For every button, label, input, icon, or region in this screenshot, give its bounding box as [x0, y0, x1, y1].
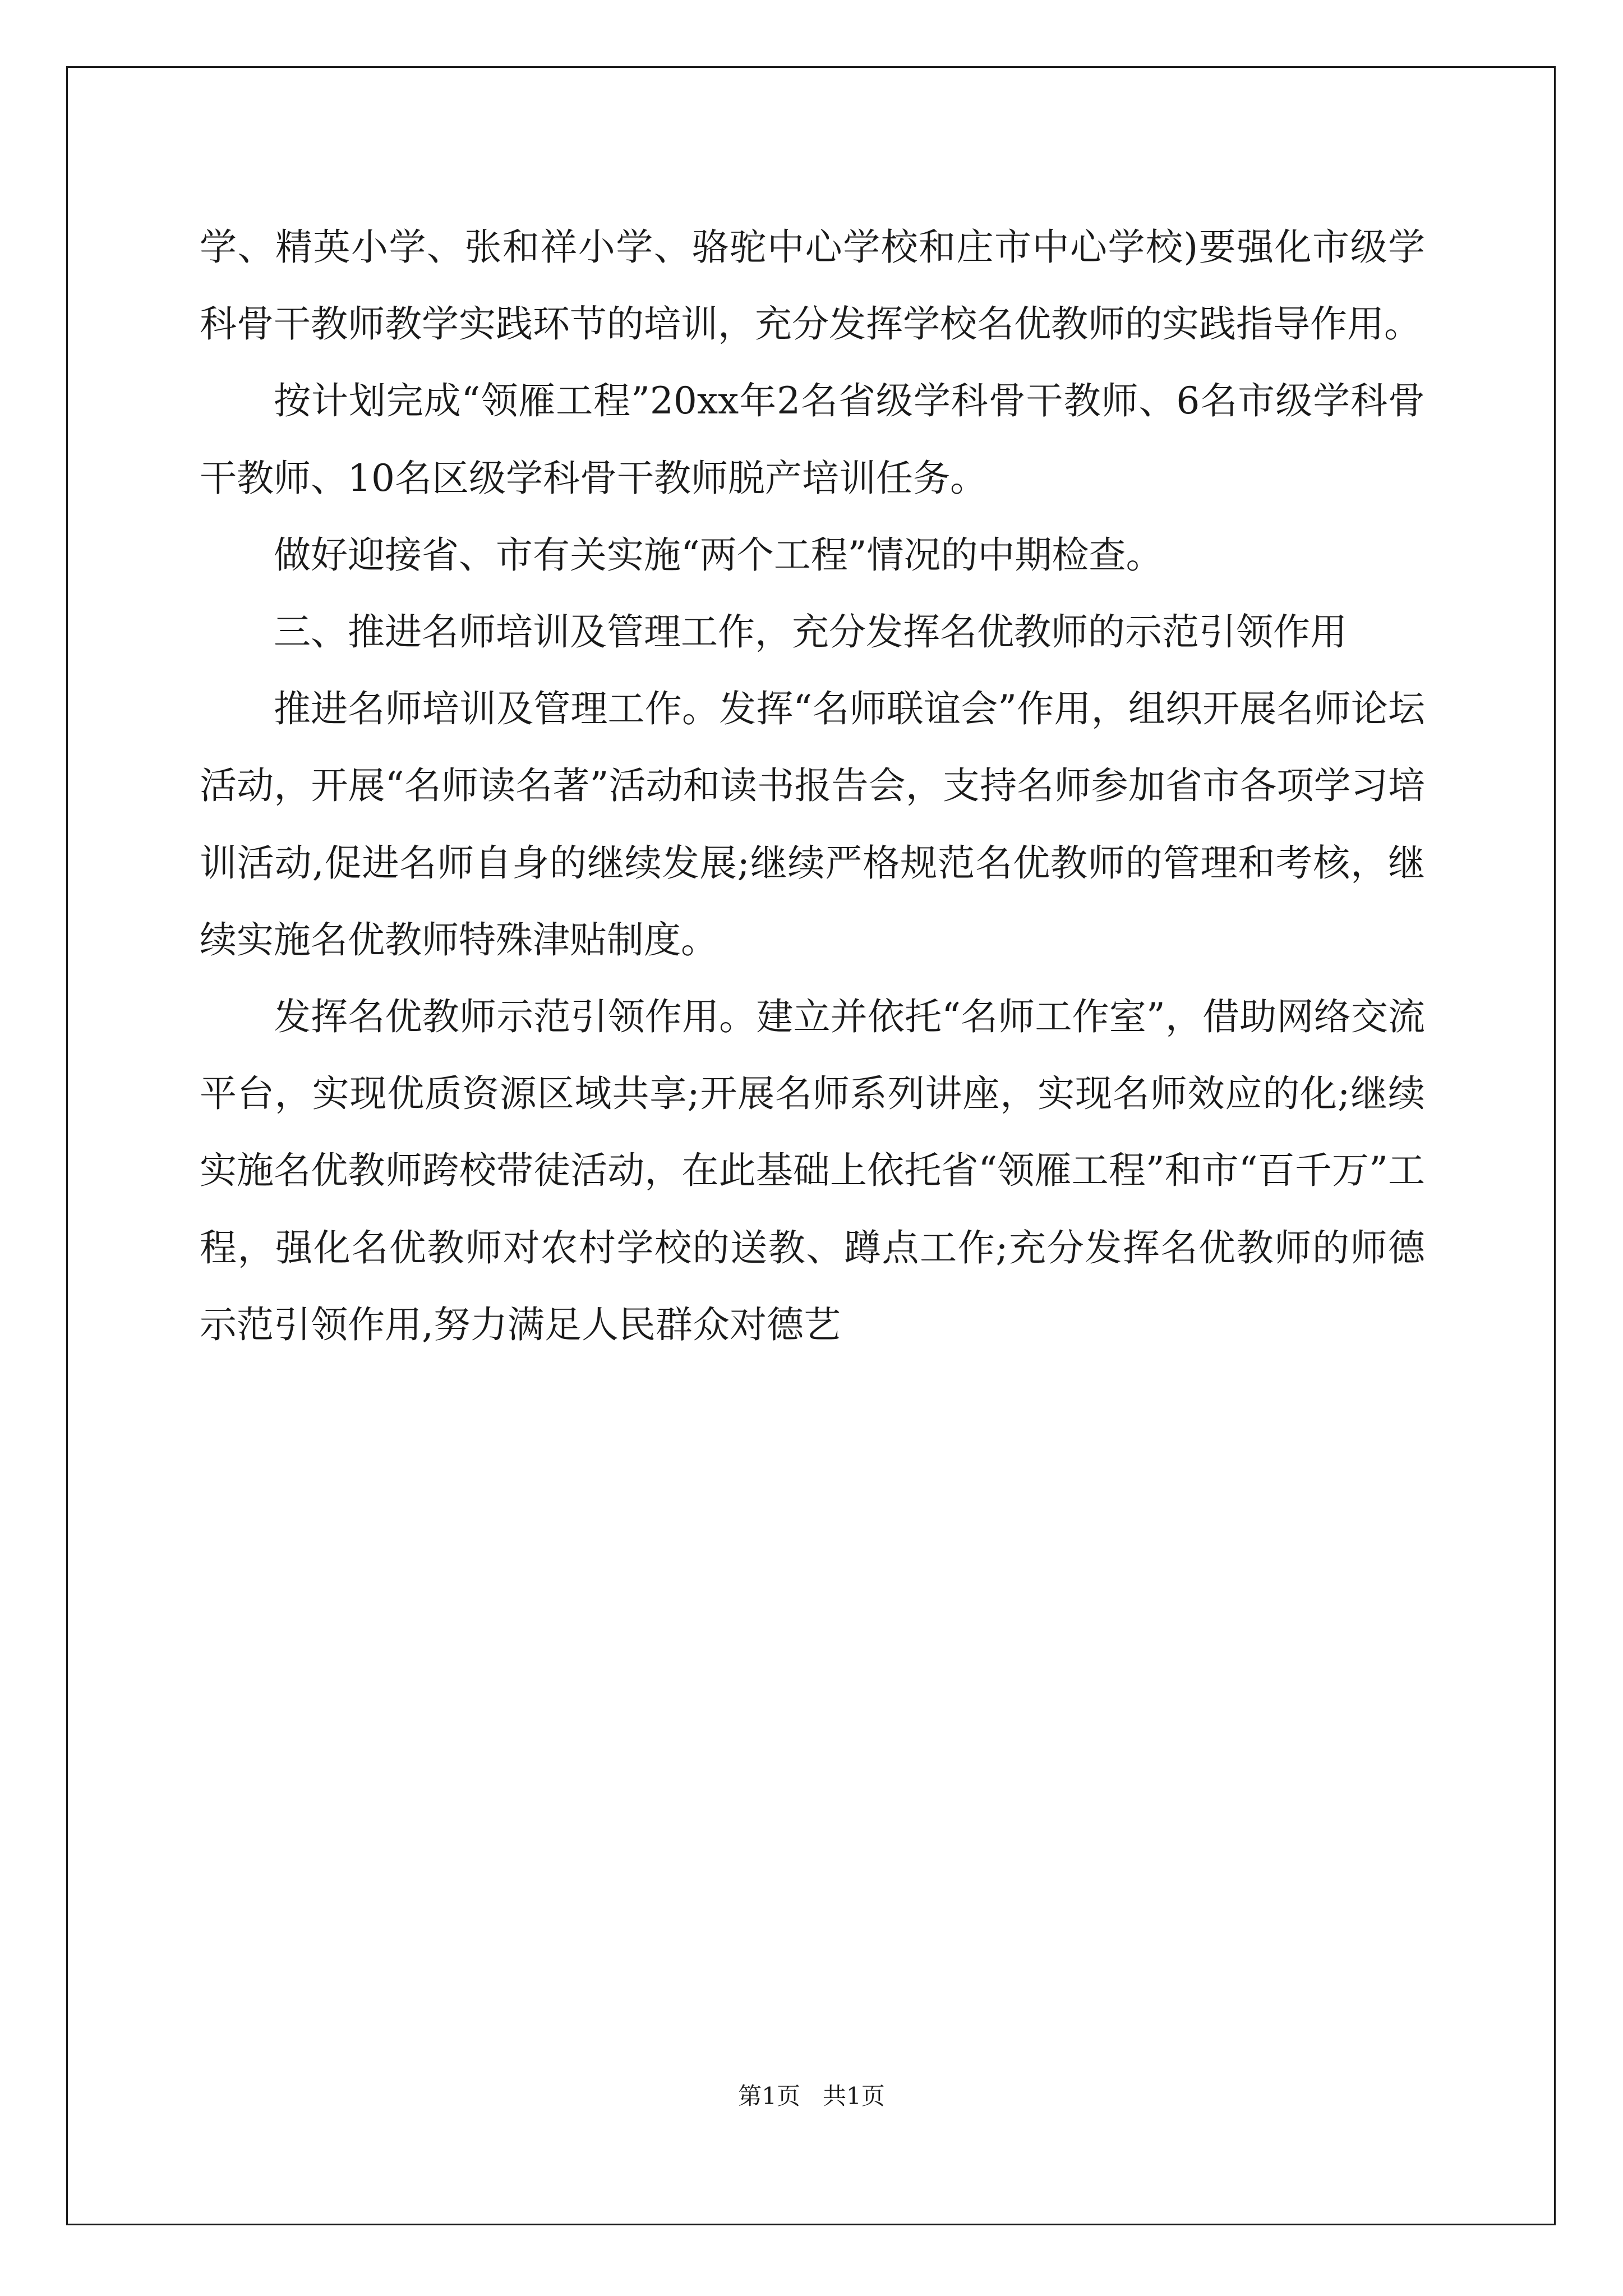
document-body [200, 209, 1425, 1363]
paragraph-2: 按计划完成“领雁工程”20xx年2名省级学科骨干教师、6名市级学科骨干教师、10名区级学科骨干教师脱产培训任务。 [200, 379, 1425, 500]
paragraph-1: 学、精英小学、张和祥小学、骆驼中心学校和庄市中心学校)要强化市级学科骨干教师教学实践环节的培训，充分发挥学校名优教师的实践指导作用。 [200, 226, 1425, 346]
section-heading-3: 三、推进名师培训及管理工作，充分发挥名优教师的示范引领作用 [274, 610, 1347, 654]
paragraph-6: 发挥名优教师示范引领作用。建立并依托“名师工作室”，借助网络交流平台，实现优质资源区域共享;开展名师系列讲座，实现名师效应的化;继续实施名优教师跨校带徒活动，在此基础上依托省“领雁工程”和市“百千万”工程，强化名优教师对农村学校的送教、蹲点工作;充分发挥名优教师的师德示范引领作用,努力满足人民群众对德艺 [200, 995, 1425, 1346]
paragraph-3: 做好迎接省、市有关实施“两个工程”情况的中期检查。 [274, 533, 1163, 577]
page-number-footer: 第1页 共1页 [738, 2082, 885, 2110]
paragraph-5: 推进名师培训及管理工作。发挥“名师联谊会”作用，组织开展名师论坛活动，开展“名师读名著”活动和读书报告会，支持名师参加省市各项学习培训活动,促进名师自身的继续发展;继续严格规范名优教师的管理和考核，继续实施名优教师特殊津贴制度。 [200, 687, 1425, 961]
